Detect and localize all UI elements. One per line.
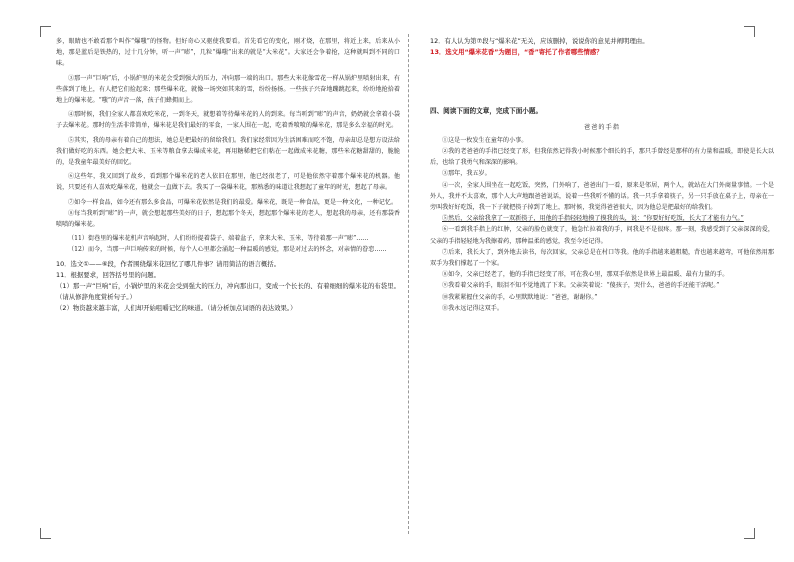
paragraph: ①这是一枚发生在童年的小事。 bbox=[442, 136, 528, 144]
paragraph: ③那一声“巨响”后，小锅炉里的米花会受到强大的压力，冲向那一端的出口。那些大米花像雪花一样从锅炉里喷射出来，有些落到了地上，有人把它们捡起来；那些爆米花，就像一场突如其来的雪，纷纷扬扬。一些孩子兴奋地蹦跳起来，纷纷地抢拾着地上的爆米花。“嗤”的声音一落，孩子们蜂拥而上。 bbox=[56, 74, 400, 105]
paragraph: ③那年，我五岁。 bbox=[442, 170, 491, 178]
paragraph: （11）街巷里的爆米花机声音响起时，人们纷纷提着袋子、端着盆子，拿来大米、玉米，等待着那一声“嘭”…… bbox=[68, 235, 369, 243]
paragraph: ⑥一看到我手指上的红肿，父亲的脸色就变了，他急忙拉着我的手，问我是不是很疼。那一刻，我感受到了父亲深深的爱，父亲的手指轻轻地为我擦着药，那种温柔的感觉，我至今还记得。 bbox=[430, 226, 774, 245]
paragraph: ④那时候，我们全家人都喜欢吃米花，一到冬天，就想着等待爆米花的人的到来。每当听到“嘭”的声音，奶奶就会拿着小袋子去爆米花。那时的生活非常简单，爆米花是我们最好的零食，一家人围在一起，吃着香喷喷的爆米花，那是多么幸福的时光。 bbox=[56, 111, 400, 130]
paragraph: （12）而今，当那一声巨响传来的时候，每个人心里都会涌起一种温暖的感觉，那是对过去的怀念，对亲情的眷恋…… bbox=[68, 246, 387, 254]
column-divider bbox=[408, 34, 409, 534]
question-11-part-1: （1）那一声“巨响”后，小锅炉里的米花会受到强大的压力，冲向那出口，变成一个长长的、有着细细的爆米花的布袋里。（请从修辞角度赏析句子。） bbox=[56, 282, 400, 302]
crop-mark-bottom-right bbox=[744, 528, 755, 539]
crop-mark-bottom-left bbox=[40, 528, 51, 539]
crop-mark-top-left bbox=[40, 26, 51, 37]
paragraph: 多，眼睛也不敢看那个叫作“爆嗤”的怪物。但好奇心又驱使我要看。首先看它的变化，刚才烧，在那里，将近上来，后来从小地，那是蓝后是铁热的，过十几分钟，听一声“嘭”，几粒“爆嗤”出来的就是“大米花”。大家还会争着抢，这种就叫到不同的口味。 bbox=[56, 38, 400, 68]
question-12: 12．有人认为第⑦段与“爆米花”无关，应该删掉，说说你的意见并阐明理由。 bbox=[430, 37, 649, 45]
question-11-part-2: （2）物资越来越丰富，人们却开始咀嚼记忆的味道。（请分析加点词语的表达效果。） bbox=[56, 304, 297, 313]
paragraph: ⑤其实，我的母亲有着自己的想法，她总是把最好的留给我们。我们家经常因为生活困难而吃不饱，母亲却总是想方设法给我们做好吃的东西。她会把大米、玉米等粮食拿去爆成米花，再用糖稀把它们粘在一起做成米花糖，那些米花糖甜甜的，脆脆的，是我童年最美好的回忆。 bbox=[56, 136, 400, 167]
underlined-paragraph: ⑤然后，父亲给我拿了一双新筷子，用他的手指轻轻地摸了摸我的头，说：“你要好好吃饭，长大了才能有力气。” bbox=[442, 215, 744, 223]
right-column bbox=[430, 36, 774, 314]
paragraph: ⑦如今一样食品，如今还有那么多食品，可爆米花依然是我们的最爱。爆米花，既是一种食品，更是一种文化，一种记忆。 bbox=[68, 198, 398, 206]
left-column bbox=[56, 36, 400, 315]
question-10: 10．选文①——⑥段，作者围绕爆米花回忆了哪几件事？请用简洁的语言概括。 bbox=[56, 259, 281, 268]
section-heading: 四、阅读下面的文章，完成下面小题。 bbox=[430, 107, 543, 116]
paragraph: ⑩我紧紧握住父亲的手，心里默默地说：“爸爸，谢谢你。” bbox=[442, 293, 598, 301]
paragraph: ⑪我永远记得这双手。 bbox=[442, 304, 503, 312]
paragraph: ⑦后来，我长大了，到外地去读书，每次回家，父亲总是在村口等我。他的手指越来越粗糙，背也越来越弯，可他依然用那双手为我们撑起了一个家。 bbox=[430, 248, 774, 268]
question-11: 11．根据要求，回答括号里的问题。 bbox=[56, 270, 160, 279]
paragraph: ⑧每当我听到“嘭”的一声，就会想起那些美好的日子，想起那个冬天，想起那个爆米花的老人，想起我的母亲，还有那袋香喷喷的爆米花。 bbox=[56, 209, 400, 229]
paragraph: ⑧如今，父亲已经老了，他的手指已经变了形，可在我心里，那双手依然是世界上最温暖、最有力量的手。 bbox=[442, 271, 729, 279]
paragraph: ④一次，全家人围坐在一起吃饭，突然，门外响了，爸爸出门一看，原来是邻居，两个人，就站在大门外商量事情。一个是外人，我并不太喜欢，那个人大声地跟爸爸说话，说着一些我听不懂的话。我一只手拿着筷子，另一只手放在桌子上，母亲在一旁叫我好好吃饭，我一下子就把筷子掉到了地上，那时候，我觉得爸爸很大，因为他总是把最好的给我们。 bbox=[430, 181, 774, 212]
essay-title: 爸爸的手指 bbox=[584, 123, 620, 131]
paragraph: ⑨我看着父亲的手，眼泪不知不觉地流了下来。父亲笑着说：“傻孩子，哭什么，爸爸的手还能干活呢。” bbox=[442, 282, 720, 290]
answer-space bbox=[430, 58, 774, 98]
paragraph: ⑥这些年，我又回到了故乡，看到那个爆米花的老人依旧在那里，他已经很老了，可是他依然守着那个爆米花的机器。他说，只要还有人喜欢吃爆米花，他就会一直做下去。我买了一袋爆米花，那熟悉的味道让我想起了童年的时光，想起了母亲。 bbox=[56, 173, 400, 192]
paragraph: ②我的老爸爸的手指已经变了形，但我依然记得我小时候那个细长的手，那只手曾经是那样的有力量和温暖，即使是长大以后，也给了我勇气和深深的影响。 bbox=[430, 148, 774, 167]
question-13: 13．选文用“爆米花香”为题目，“香”寄托了作者哪些情感？ bbox=[430, 48, 603, 57]
